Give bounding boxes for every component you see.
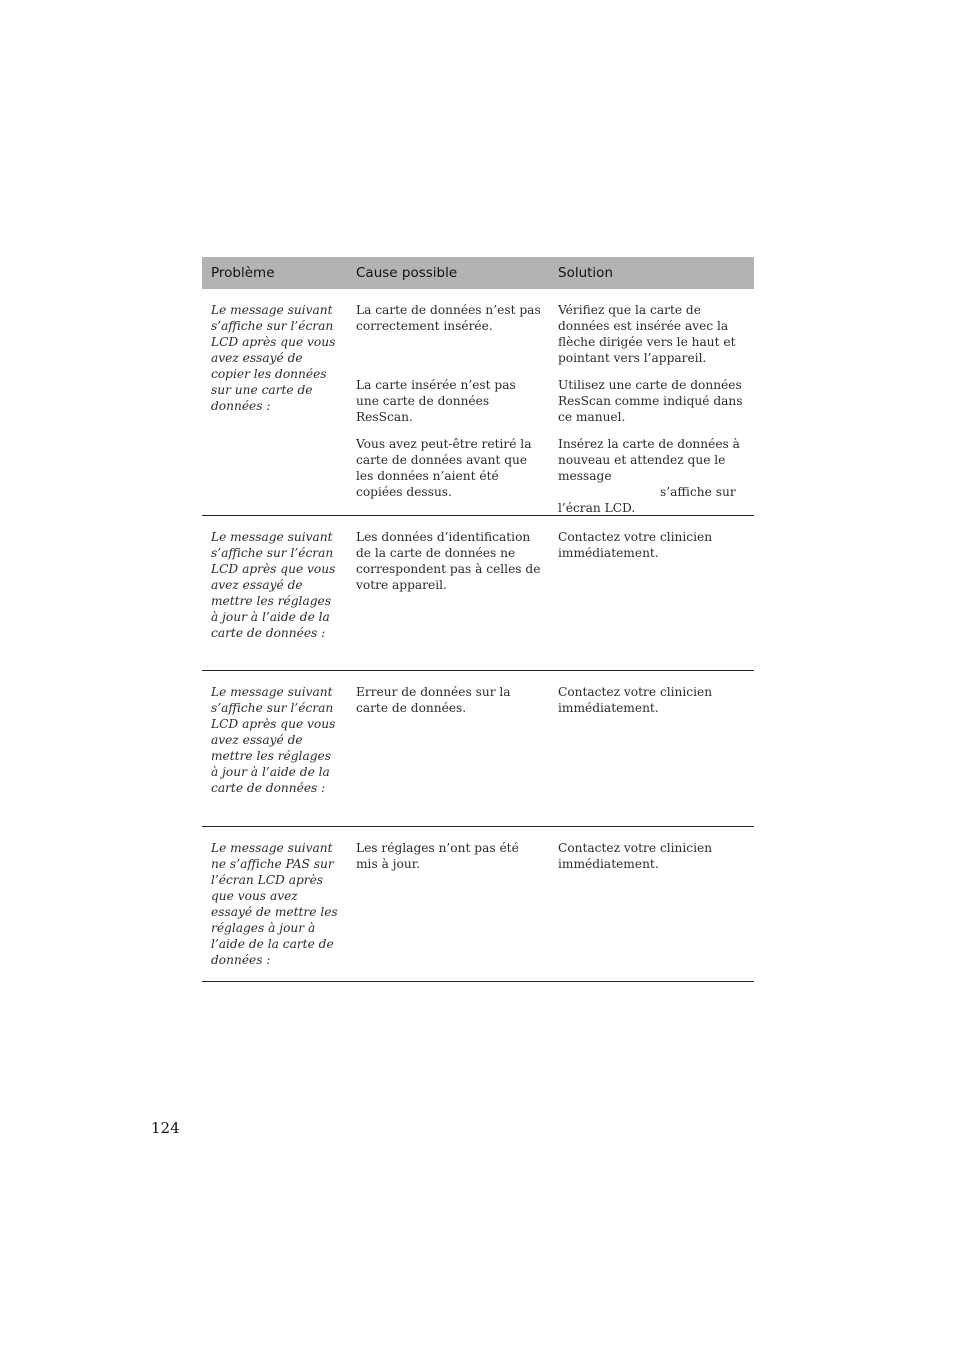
header-probleme: Problème	[211, 265, 275, 281]
table-row	[202, 289, 754, 516]
problem-cell: Le message suivant s’affiche sur l’écran LCD après que vous avez essayé de mettre les réglages à jour à l’aide de la carte de données :	[211, 685, 336, 795]
solution-cell	[558, 436, 748, 516]
problem-cell: Le message suivant ne s’affiche PAS sur l’écran LCD après que vous avez essayé de mettre les réglages à jour à l’aide de la carte de données :	[211, 841, 338, 967]
cause-cell: Les réglages n’ont pas été mis à jour.	[356, 841, 519, 871]
cause-cell: Erreur de données sur la carte de données.	[356, 685, 511, 715]
cause-cell: La carte de données n’est pas correctement insérée.	[356, 303, 541, 333]
solution-cell: Vérifiez que la carte de données est insérée avec la flèche dirigée vers le haut et pointant vers l’appareil.	[558, 303, 736, 365]
troubleshooting-table	[202, 257, 754, 982]
table-row	[202, 671, 754, 827]
problem-cell: Le message suivant s’affiche sur l’écran LCD après que vous avez essayé de copier les données sur une carte de données :	[211, 303, 336, 413]
solution-cell: Contactez votre clinicien immédiatement.	[558, 841, 713, 871]
solution-cell: Utilisez une carte de données ResScan comme indiqué dans ce manuel.	[558, 378, 743, 424]
header-cause-possible: Cause possible	[356, 265, 458, 281]
cause-cell: Les données d’identification de la carte de données ne correspondent pas à celles de votre appareil.	[356, 530, 541, 592]
table-row	[202, 827, 754, 982]
table-row	[202, 516, 754, 671]
cause-cell: Vous avez peut-être retiré la carte de données avant que les données n’aient été copiées dessus.	[356, 437, 532, 499]
header-solution: Solution	[558, 265, 613, 281]
table-header	[202, 257, 754, 289]
solution-text-c: l’écran LCD.	[558, 501, 636, 515]
page-number: 124	[151, 1119, 180, 1137]
problem-cell: Le message suivant s’affiche sur l’écran LCD après que vous avez essayé de mettre les réglages à jour à l’aide de la carte de données :	[211, 530, 336, 640]
solution-text-a: Insérez la carte de données à nouveau et attendez que le message	[558, 437, 740, 483]
solution-text-b: s’affiche sur	[660, 485, 736, 499]
solution-cell: Contactez votre clinicien immédiatement.	[558, 530, 713, 560]
solution-cell: Contactez votre clinicien immédiatement.	[558, 685, 713, 715]
cause-cell: La carte insérée n’est pas une carte de données ResScan.	[356, 378, 516, 424]
